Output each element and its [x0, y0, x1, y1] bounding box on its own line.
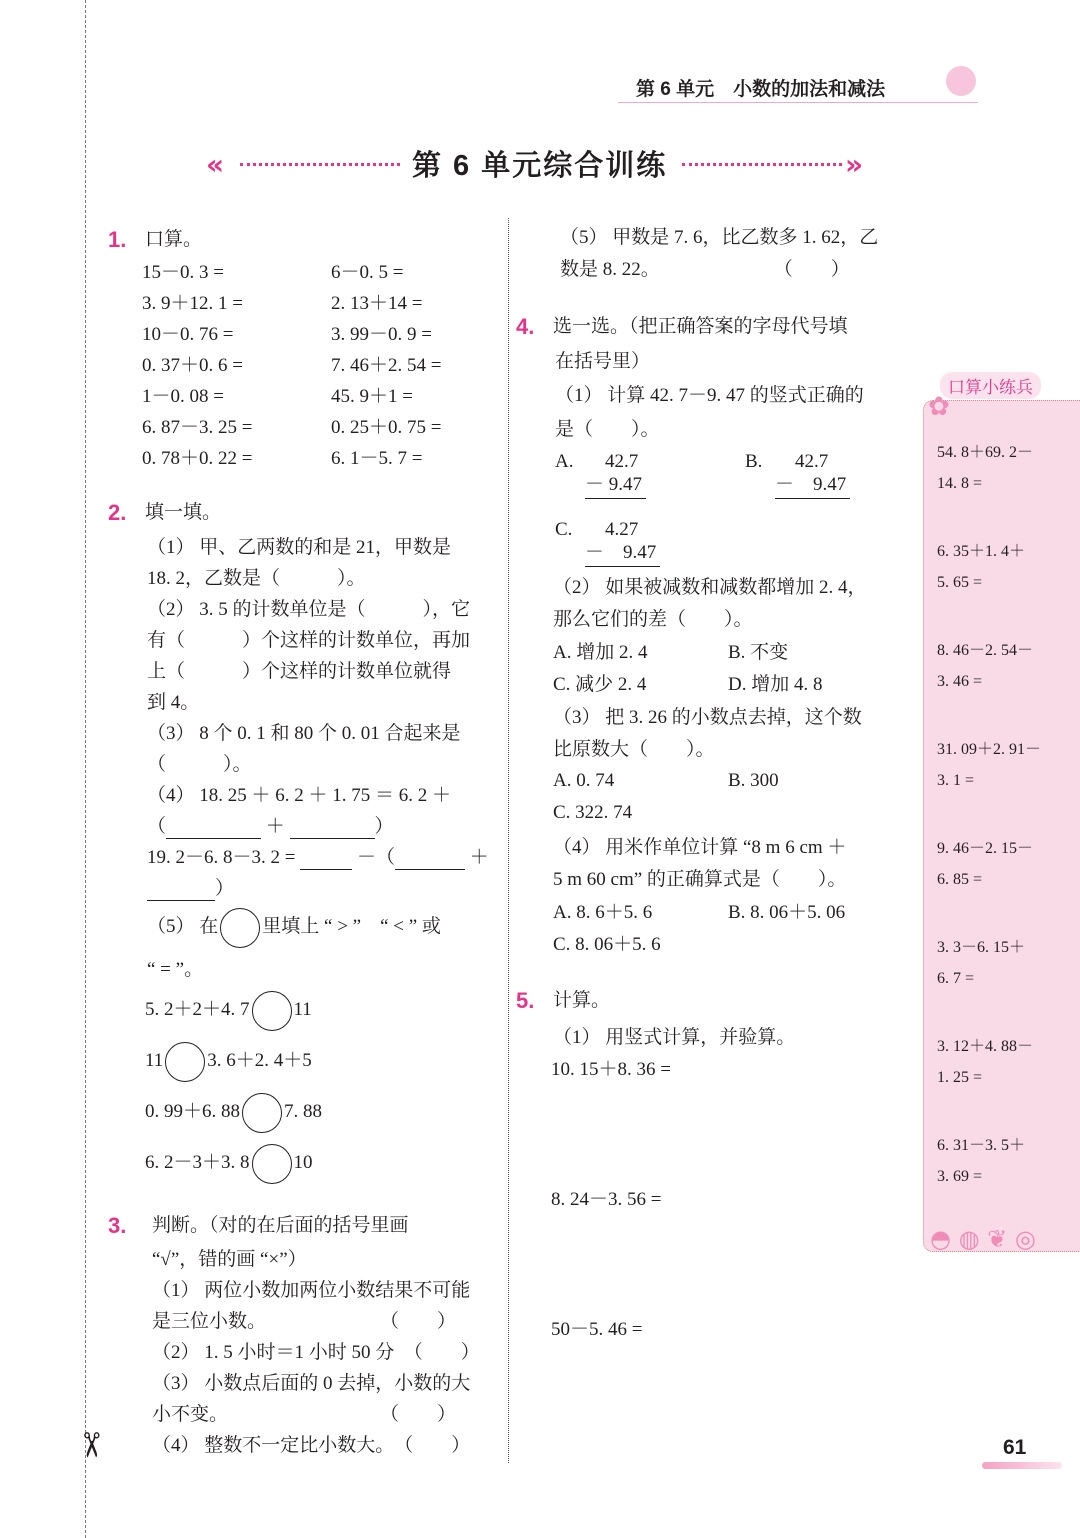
q3-5-line: （5） 甲数是 7. 6，比乙数多 1. 62，乙 [560, 227, 879, 248]
option-label: B. [745, 451, 763, 472]
q3-5-line: 数是 8. 22。 （ ） [560, 259, 850, 280]
q5-title: 计算。 [553, 990, 611, 1011]
option: B. 8. 06＋5. 06 [728, 902, 846, 923]
q2-line: 到 4。 [147, 692, 200, 713]
q4-title: 选一选。（把正确答案的字母代号填 [553, 316, 848, 337]
q1-item: 2. 13＋14 = [331, 293, 423, 314]
q4-line: （1） 计算 42. 7－9. 47 的竖式正确的 [555, 385, 864, 406]
q5-expr-1: 10. 15＋8. 36 = [551, 1059, 671, 1080]
option-label: C. [555, 519, 573, 540]
text: 里填上 “ > ” “ < ” 或 [262, 916, 441, 937]
compare-item [145, 988, 312, 1032]
q1-item: 6. 87－3. 25 = [142, 417, 253, 438]
sidebar-item: 6. 85 = [937, 871, 983, 888]
q1-item: 6. 1－5. 7 = [331, 448, 423, 469]
q2-4-second-expr [147, 846, 489, 870]
blank-field[interactable] [147, 882, 215, 901]
q1-item: 0. 25＋0. 75 = [331, 417, 442, 438]
compare-item [145, 1090, 322, 1134]
q3-line: 是三位小数。 （ ） [152, 1311, 457, 1332]
minus-paren: －（ [356, 847, 395, 868]
vertical-top: 42.7 [795, 451, 829, 472]
sidebar-item: 6. 35＋1. 4＋ [937, 543, 1026, 560]
q5-number: 5. [516, 988, 535, 1013]
title-dots-left [240, 163, 400, 166]
chevron-left-icon: « [206, 148, 225, 181]
close-paren: ） [215, 878, 235, 899]
sidebar-item: 31. 09＋2. 91－ [937, 741, 1042, 758]
q4-line: 在括号里） [555, 351, 651, 372]
sidebar-item: 3. 46 = [937, 673, 983, 690]
column-divider [508, 218, 509, 1463]
sidebar-item: 3. 12＋4. 88－ [937, 1038, 1034, 1055]
blank-field[interactable] [395, 851, 465, 870]
q2-line: （1） 甲、乙两数的和是 21，甲数是 [147, 537, 452, 558]
circle-blank[interactable] [242, 1093, 282, 1133]
vertical-bottom: － 9.47 [585, 541, 660, 567]
q2-title: 填一填。 [145, 502, 222, 523]
q3-line: （4） 整数不一定比小数大。 （ ） [152, 1435, 471, 1456]
sidebar-item: 5. 65 = [937, 574, 983, 591]
left-expr: 5. 2＋2＋4. 7 [145, 999, 250, 1020]
open-paren: （ [147, 816, 167, 837]
q1-item: 1－0. 08 = [142, 386, 224, 407]
q3-line: （3） 小数点后面的 0 去掉，小数的大 [152, 1373, 471, 1394]
q2-line: （3） 8 个 0. 1 和 80 个 0. 01 合起来是 [147, 723, 461, 744]
text: （5） 在 [147, 916, 219, 937]
q2-line: （2） 3. 5 的计数单位是（ ），它 [147, 599, 471, 620]
title-dots-right [682, 163, 842, 166]
compare-item [145, 1141, 313, 1185]
sidebar-item: 8. 46－2. 54－ [937, 642, 1034, 659]
q2-line: 18. 2，乙数是（ ）。 [147, 568, 366, 589]
page-number: 61 [1003, 1436, 1027, 1459]
right-expr: 11 [293, 999, 312, 1020]
q4-number: 4. [516, 314, 535, 339]
q2-5-instruction [147, 905, 441, 949]
compare-item [145, 1039, 312, 1083]
sidebar-item: 3. 1 = [937, 772, 975, 789]
q2-line: 上（ ）个这样的计数单位就得 [147, 661, 452, 682]
option: C. 322. 74 [553, 802, 633, 823]
unit-header: 第 6 单元 小数的加法和减法 [636, 79, 886, 100]
snail-decoration-icon: ◓ ◍ ❦ ◎ [930, 1225, 1036, 1253]
flower-decoration-icon [946, 66, 976, 96]
chevron-right-icon: » [845, 148, 864, 181]
circle-blank[interactable] [252, 991, 292, 1031]
vertical-top: 4.27 [605, 519, 639, 540]
q4-line: （3） 把 3. 26 的小数点去掉，这个数 [553, 707, 862, 728]
cut-line [85, 0, 86, 1538]
q1-item: 45. 9＋1 = [331, 386, 413, 407]
blank-field[interactable] [290, 820, 375, 839]
q2-line: （4） 18. 25 ＋ 6. 2 ＋ 1. 75 ＝ 6. 2 ＋ [147, 785, 452, 806]
q3-line: （1） 两位小数加两位小数结果不可能 [152, 1280, 471, 1301]
circle-blank[interactable] [220, 908, 260, 948]
right-expr: 10 [293, 1152, 313, 1173]
q4-line: （2） 如果被减数和减数都增加 2. 4， [553, 577, 867, 598]
q2-4-blank-line [147, 815, 394, 839]
circle-blank[interactable] [165, 1042, 205, 1082]
q1-item: 6－0. 5 = [331, 262, 404, 283]
q4-line: 5 m 60 cm” 的正确算式是（ ）。 [553, 869, 847, 890]
q4-line: （4） 用米作单位计算 “8 m 6 cm ＋ [553, 837, 847, 858]
option: B. 不变 [728, 642, 789, 663]
sidebar-label: 口算小练兵 [940, 372, 1041, 399]
q5-subtitle: （1） 用竖式计算，并验算。 [553, 1027, 796, 1048]
mental-math-sidebar [923, 400, 1080, 1252]
sidebar-item: 3. 3－6. 15＋ [937, 939, 1026, 956]
q2-line: （ ）。 [147, 754, 252, 775]
header-divider [618, 102, 978, 103]
q2-4-blank-end [147, 877, 234, 901]
option: A. 增加 2. 4 [553, 642, 648, 663]
option: A. 0. 74 [553, 770, 615, 791]
option: C. 8. 06＋5. 6 [553, 934, 661, 955]
q5-expr-2: 8. 24－3. 56 = [551, 1189, 662, 1210]
q3-title: 判断。（对的在后面的括号里画 [152, 1215, 409, 1236]
option: C. 减少 2. 4 [553, 674, 647, 695]
left-expr: 11 [145, 1050, 164, 1071]
q1-item: 10－0. 76 = [142, 324, 234, 345]
sidebar-item: 3. 69 = [937, 1168, 983, 1185]
plus-sign: ＋ [265, 816, 285, 837]
sidebar-item: 9. 46－2. 15－ [937, 840, 1034, 857]
q4-line: 是（ ）。 [555, 419, 660, 440]
close-paren: ） [374, 816, 394, 837]
right-expr: 3. 6＋2. 4＋5 [207, 1050, 312, 1071]
q1-number: 1. [108, 227, 127, 252]
q4-line: 那么它们的差（ ）。 [553, 609, 753, 630]
plus-sign: ＋ [469, 847, 489, 868]
left-expr: 0. 99＋6. 88 [145, 1101, 241, 1122]
sidebar-item: 54. 8＋69. 2－ [937, 444, 1034, 461]
option: A. 8. 6＋5. 6 [553, 902, 653, 923]
q2-line: 有（ ）个这样的计数单位，再加 [147, 630, 471, 651]
vertical-bottom: － 9.47 [585, 473, 646, 499]
expression: 19. 2－6. 8－3. 2 = [147, 847, 296, 868]
vertical-bottom: － 9.47 [775, 473, 850, 499]
option-label: A. [555, 451, 574, 472]
right-expr: 7. 88 [284, 1101, 323, 1122]
q1-item: 3. 99－0. 9 = [331, 324, 432, 345]
q1-item: 0. 37＋0. 6 = [142, 355, 243, 376]
page-title: 第 6 单元综合训练 [412, 150, 668, 182]
q4-line: 比原数大（ ）。 [553, 739, 715, 760]
vertical-top: 42.7 [605, 451, 639, 472]
left-expr: 6. 2－3＋3. 8 [145, 1152, 250, 1173]
q3-line: 小不变。 （ ） [152, 1404, 457, 1425]
q3-line: （2） 1. 5 小时＝1 小时 50 分 （ ） [152, 1342, 480, 1363]
q1-item: 15－0. 3 = [142, 262, 224, 283]
q2-5-eq: “ = ”。 [147, 959, 204, 980]
q1-item: 0. 78＋0. 22 = [142, 448, 253, 469]
q3-number: 3. [108, 1213, 127, 1238]
scissors-icon: ✂ [70, 1430, 111, 1460]
sidebar-item: 1. 25 = [937, 1069, 983, 1086]
q1-title: 口算。 [145, 229, 203, 250]
blank-field[interactable] [300, 851, 352, 870]
option: D. 增加 4. 8 [728, 674, 823, 695]
sidebar-item: 14. 8 = [937, 475, 983, 492]
sidebar-item: 6. 7 = [937, 970, 975, 987]
page-number-bar [982, 1462, 1062, 1469]
option: B. 300 [728, 770, 779, 791]
maple-leaf-icon: ✿ [928, 392, 950, 422]
q3-line: “√”，错的画 “×”） [152, 1249, 307, 1270]
q2-number: 2. [108, 500, 127, 525]
blank-field[interactable] [166, 820, 261, 839]
circle-blank[interactable] [252, 1144, 292, 1184]
q5-expr-3: 50－5. 46 = [551, 1319, 643, 1340]
q1-item: 3. 9＋12. 1 = [142, 293, 243, 314]
sidebar-item: 6. 31－3. 5＋ [937, 1137, 1026, 1154]
q1-item: 7. 46＋2. 54 = [331, 355, 442, 376]
